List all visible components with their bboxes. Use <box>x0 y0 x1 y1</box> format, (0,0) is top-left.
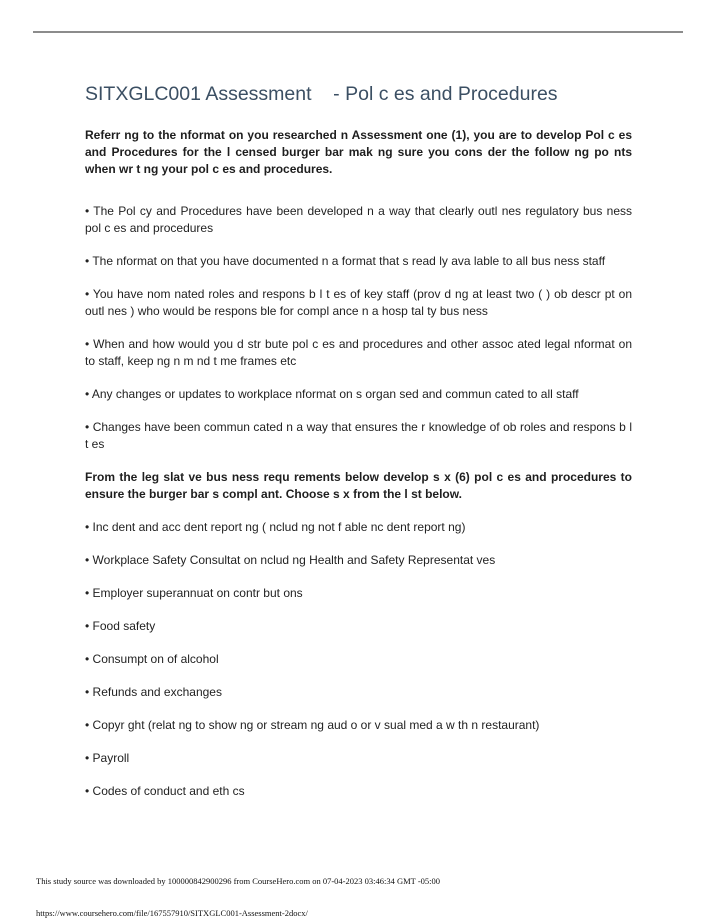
list-item: • Copyr ght (relat ng to show ng or stream ng aud o or v sual med a w th n restaurant) <box>85 718 540 732</box>
document-title: SITXGLC001 Assessment - Pol c es and Procedures <box>85 83 558 105</box>
instruction-paragraph: From the leg slat ve bus ness requ rements below develop s x (6) pol c es and procedures to ensure the burger bar s compl ant. Choose s x from the l st below. <box>85 470 632 501</box>
list-item: • Workplace Safety Consultat on nclud ng Health and Safety Representat ves <box>85 553 496 567</box>
download-notice: This study source was downloaded by 100000842900296 from CourseHero.com on 07-04-2023 03:46:34 GMT -05:00 <box>36 876 441 886</box>
list-item: • Consumpt on of alcohol <box>85 652 219 666</box>
source-url[interactable]: https://www.coursehero.com/file/167557910/SITXGLC001-Assessment-2docx/ <box>36 908 308 918</box>
list-item: • Any changes or updates to workplace nformat on s organ sed and commun cated to all staff <box>85 387 579 401</box>
requirements-list <box>85 203 632 453</box>
list-item: • Employer superannuat on contr but ons <box>85 586 303 600</box>
list-item: • The Pol cy and Procedures have been developed n a way that clearly outl nes regulatory bus ness pol c es and procedures <box>85 204 632 235</box>
list-item: • Food safety <box>85 619 156 633</box>
top-divider <box>33 31 683 33</box>
options-list <box>85 519 632 800</box>
intro-paragraph: Referr ng to the nformat on you researched n Assessment one (1), you are to develop Pol c es and Procedures for the l censed burger bar mak ng sure you cons der the follow ng po nts when wr t ng your pol c es and procedures. <box>85 128 632 176</box>
list-item: • You have nom nated roles and respons b l t es of key staff (prov d ng at least two ( ) ob descr pt on outl nes ) who would be respons ble for compl ance n a hosp tal ty bus ness <box>85 287 632 318</box>
list-item: • Codes of conduct and eth cs <box>85 784 245 798</box>
list-item: • The nformat on that you have documented n a format that s read ly ava lable to all bus ness staff <box>85 254 606 268</box>
list-item: • When and how would you d str bute pol c es and procedures and other assoc ated legal nformat on to staff, keep ng n m nd t me frames etc <box>85 337 632 368</box>
list-item: • Changes have been commun cated n a way that ensures the r knowledge of ob roles and respons b l t es <box>85 420 632 451</box>
list-item: • Refunds and exchanges <box>85 685 222 699</box>
list-item: • Payroll <box>85 751 130 765</box>
list-item: • Inc dent and acc dent report ng ( nclud ng not f able nc dent report ng) <box>85 520 466 534</box>
document-body <box>85 81 632 816</box>
